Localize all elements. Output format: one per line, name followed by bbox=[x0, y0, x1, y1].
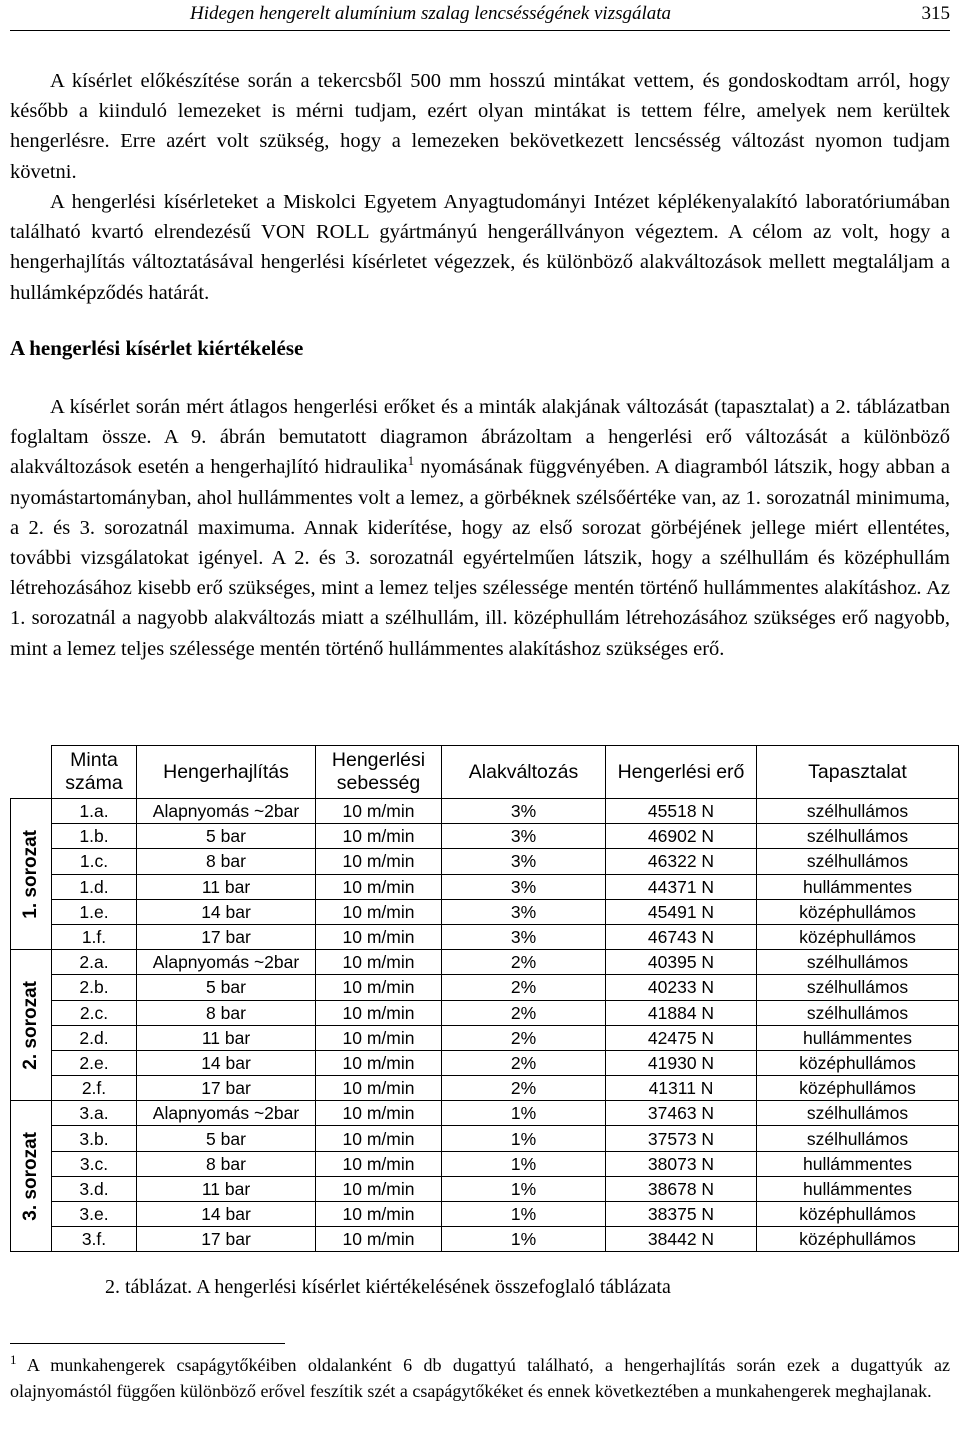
footnote-divider bbox=[10, 1343, 285, 1344]
table-cell: 3.f. bbox=[52, 1227, 137, 1252]
table-header-row bbox=[11, 746, 959, 799]
table-cell: 1% bbox=[442, 1202, 606, 1227]
table-cell: 42475 N bbox=[606, 1025, 757, 1050]
results-table bbox=[10, 745, 959, 1252]
table-cell: 3% bbox=[442, 824, 606, 849]
table-cell: 2.b. bbox=[52, 975, 137, 1000]
table-cell: 5 bar bbox=[137, 824, 316, 849]
series-label-text: 2. sorozat bbox=[20, 980, 41, 1070]
table-cell: 1% bbox=[442, 1176, 606, 1201]
table-cell: 10 m/min bbox=[316, 1126, 442, 1151]
table-cell: középhullámos bbox=[757, 1202, 959, 1227]
table-cell: 41311 N bbox=[606, 1076, 757, 1101]
table-cell: 3.d. bbox=[52, 1176, 137, 1201]
table-row bbox=[11, 1151, 959, 1176]
table-cell: 14 bar bbox=[137, 1050, 316, 1075]
table-cell: 10 m/min bbox=[316, 799, 442, 824]
paragraph-3-part-b: nyomásának függvényében. A diagramból látszik, hogy abban a nyomástartományban, ahol hullámmentes volt a lemez, a görbéknek szélsőértéke van, az 1. sorozatnál minimuma, a 2. és 3. sorozatnál maximuma. Annak kiderítése, hogy az első sorozat görbéjének jellege miért ellentétes, további vizsgálatokat igényel. A 2. és 3. sorozatnál egyértelműen látszik, hogy a szélhullám és középhullám létrehozásához kisebb erő szükséges, mint a lemez teljes szélessége mentén történő hullámmentes alakításhoz. Az 1. sorozatnál a nagyobb alakváltozás miatt a szélhullám, ill. középhullám létrehozásához szükséges erő nagyobb, mint a lemez teljes szélessége mentén történő hullámmentes alakításhoz szükséges erő. bbox=[10, 456, 950, 660]
table-cell: Alapnyomás ~2bar bbox=[137, 1101, 316, 1126]
table-cell: szélhullámos bbox=[757, 824, 959, 849]
table-row bbox=[11, 975, 959, 1000]
table-cell: hullámmentes bbox=[757, 874, 959, 899]
table-cell: 10 m/min bbox=[316, 1176, 442, 1201]
table-cell: Alapnyomás ~2bar bbox=[137, 950, 316, 975]
table-cell: 38375 N bbox=[606, 1202, 757, 1227]
table-row bbox=[11, 874, 959, 899]
table-body bbox=[11, 799, 959, 1252]
table-cell: 2.a. bbox=[52, 950, 137, 975]
table-row bbox=[11, 1176, 959, 1201]
table-cell: 1.f. bbox=[52, 924, 137, 949]
table-cell: 14 bar bbox=[137, 899, 316, 924]
table-row bbox=[11, 799, 959, 824]
table-cell: 1% bbox=[442, 1151, 606, 1176]
table-cell: 10 m/min bbox=[316, 1101, 442, 1126]
table-cell: 40233 N bbox=[606, 975, 757, 1000]
table-cell: 45491 N bbox=[606, 899, 757, 924]
table-cell: szélhullámos bbox=[757, 799, 959, 824]
table-cell: 2.d. bbox=[52, 1025, 137, 1050]
series-group-label bbox=[11, 799, 52, 950]
table-cell: 45518 N bbox=[606, 799, 757, 824]
header-title: Hidegen hengerelt alumínium szalag lencsésségének vizsgálata bbox=[190, 3, 672, 24]
table-cell: szélhullámos bbox=[757, 950, 959, 975]
table-row bbox=[11, 1000, 959, 1025]
table-cell: középhullámos bbox=[757, 1050, 959, 1075]
table-cell: 11 bar bbox=[137, 1176, 316, 1201]
table-cell: 1% bbox=[442, 1227, 606, 1252]
table-cell: hullámmentes bbox=[757, 1151, 959, 1176]
table-cell: 3.a. bbox=[52, 1101, 137, 1126]
table-cell: szélhullámos bbox=[757, 1101, 959, 1126]
table-cell: hullámmentes bbox=[757, 1025, 959, 1050]
table-cell: 8 bar bbox=[137, 849, 316, 874]
table-cell: 11 bar bbox=[137, 1025, 316, 1050]
table-cell: középhullámos bbox=[757, 899, 959, 924]
table-cell: 2% bbox=[442, 1076, 606, 1101]
table-cell: 10 m/min bbox=[316, 1050, 442, 1075]
table-cell: 1.b. bbox=[52, 824, 137, 849]
table-cell: 3.c. bbox=[52, 1151, 137, 1176]
table-cell: 2% bbox=[442, 975, 606, 1000]
table-cell: 10 m/min bbox=[316, 924, 442, 949]
footnote-reference: 1 bbox=[407, 453, 415, 469]
running-header bbox=[10, 0, 950, 31]
table-cell: 2.c. bbox=[52, 1000, 137, 1025]
table-row bbox=[11, 950, 959, 975]
table-cell: szélhullámos bbox=[757, 849, 959, 874]
table-cell: 5 bar bbox=[137, 1126, 316, 1151]
table-cell: 2% bbox=[442, 1050, 606, 1075]
series-label-text: 1. sorozat bbox=[20, 829, 41, 919]
table-cell: szélhullámos bbox=[757, 1000, 959, 1025]
table-cell: 41930 N bbox=[606, 1050, 757, 1075]
table-cell: 8 bar bbox=[137, 1000, 316, 1025]
table-cell: 1.a. bbox=[52, 799, 137, 824]
column-header: Hengerlési sebesség bbox=[316, 746, 442, 799]
footnote-mark: 1 bbox=[10, 1352, 17, 1367]
table-cell: 3.e. bbox=[52, 1202, 137, 1227]
table-cell: 3% bbox=[442, 924, 606, 949]
table-row bbox=[11, 849, 959, 874]
table-cell: 17 bar bbox=[137, 924, 316, 949]
series-label-text: 3. sorozat bbox=[20, 1131, 41, 1221]
group-header-cell bbox=[11, 746, 52, 799]
footnote-text: A munkahengerek csapágytőkéiben oldalanként 6 db dugattyú található, a hengerhajlítás során ezek a dugattyúk az olajnyomástól függően különböző erővel feszítik szét a csapágytőkéket és ennek következtében a munkahengerek meghajlanak. bbox=[10, 1355, 950, 1401]
table-row bbox=[11, 1126, 959, 1151]
table-row bbox=[11, 824, 959, 849]
table-cell: 2% bbox=[442, 950, 606, 975]
table-cell: szélhullámos bbox=[757, 975, 959, 1000]
table-cell: 8 bar bbox=[137, 1151, 316, 1176]
table-cell: 17 bar bbox=[137, 1227, 316, 1252]
table-cell: középhullámos bbox=[757, 1227, 959, 1252]
table-cell: 5 bar bbox=[137, 975, 316, 1000]
table-cell: Alapnyomás ~2bar bbox=[137, 799, 316, 824]
table-cell: 1.e. bbox=[52, 899, 137, 924]
table-cell: 10 m/min bbox=[316, 1151, 442, 1176]
table-row bbox=[11, 1202, 959, 1227]
table-row bbox=[11, 1076, 959, 1101]
table-cell: 10 m/min bbox=[316, 1076, 442, 1101]
table-cell: 3% bbox=[442, 899, 606, 924]
table-cell: 41884 N bbox=[606, 1000, 757, 1025]
table-cell: 2.e. bbox=[52, 1050, 137, 1075]
table-cell: 46322 N bbox=[606, 849, 757, 874]
footnote bbox=[10, 1352, 950, 1404]
table-cell: 1.c. bbox=[52, 849, 137, 874]
table-cell: 2.f. bbox=[52, 1076, 137, 1101]
table-caption: 2. táblázat. A hengerlési kísérlet kiértékelésének összefoglaló táblázata bbox=[105, 1276, 671, 1298]
table-row bbox=[11, 924, 959, 949]
table-cell: 10 m/min bbox=[316, 874, 442, 899]
table-cell: 38442 N bbox=[606, 1227, 757, 1252]
table-cell: 37463 N bbox=[606, 1101, 757, 1126]
table-cell: 10 m/min bbox=[316, 950, 442, 975]
table-cell: 40395 N bbox=[606, 950, 757, 975]
table-cell: 2% bbox=[442, 1025, 606, 1050]
table-cell: 10 m/min bbox=[316, 899, 442, 924]
table-cell: 37573 N bbox=[606, 1126, 757, 1151]
column-header: Hengerhajlítás bbox=[137, 746, 316, 799]
table-row bbox=[11, 1101, 959, 1126]
table-cell: 44371 N bbox=[606, 874, 757, 899]
table-cell: középhullámos bbox=[757, 924, 959, 949]
series-group-label bbox=[11, 950, 52, 1101]
table-cell: 10 m/min bbox=[316, 1000, 442, 1025]
series-group-label bbox=[11, 1101, 52, 1252]
table-cell: 1% bbox=[442, 1126, 606, 1151]
table-cell: 3% bbox=[442, 849, 606, 874]
table-row bbox=[11, 1025, 959, 1050]
table-cell: szélhullámos bbox=[757, 1126, 959, 1151]
table-row bbox=[11, 899, 959, 924]
table-cell: 10 m/min bbox=[316, 1202, 442, 1227]
column-header: Hengerlési erő bbox=[606, 746, 757, 799]
section-heading: A hengerlési kísérlet kiértékelése bbox=[10, 336, 304, 360]
table-cell: 17 bar bbox=[137, 1076, 316, 1101]
paragraph-2: A hengerlési kísérleteket a Miskolci Egyetem Anyagtudományi Intézet képlékenyalakító laboratóriumában található kvartó elrendezésű VON ROLL gyártmányú hengerállványon végeztem. A célom az volt, hogy a hengerhajlítás változtatásával hengerlési kísérletet végezzek, és különböző alakváltozások mellett megtaláljam a hullámképződés határát. bbox=[10, 191, 950, 304]
column-header: Alakváltozás bbox=[442, 746, 606, 799]
page-number: 315 bbox=[921, 3, 950, 24]
table-row bbox=[11, 1050, 959, 1075]
column-header: Minta száma bbox=[52, 746, 137, 799]
table-cell: 46902 N bbox=[606, 824, 757, 849]
table-cell: 10 m/min bbox=[316, 975, 442, 1000]
table-cell: 3% bbox=[442, 799, 606, 824]
table-cell: 10 m/min bbox=[316, 849, 442, 874]
paragraph-1: A kísérlet előkészítése során a tekercsből 500 mm hosszú mintákat vettem, és gondoskodtam arról, hogy később a kiinduló lemezeket is mérni tudjam, ezért olyan mintákat is tettem félre, amelyek nem kerültek hengerlésre. Erre azért volt szükség, hogy a lemezeken bekövetkezett lencsésség változást nyomon tudjam követni. bbox=[10, 70, 950, 183]
table-cell: 38073 N bbox=[606, 1151, 757, 1176]
table-cell: 10 m/min bbox=[316, 1025, 442, 1050]
column-header: Tapasztalat bbox=[757, 746, 959, 799]
table-row bbox=[11, 1227, 959, 1252]
table-cell: 3% bbox=[442, 874, 606, 899]
table-cell: 46743 N bbox=[606, 924, 757, 949]
table-cell: 38678 N bbox=[606, 1176, 757, 1201]
table-cell: 14 bar bbox=[137, 1202, 316, 1227]
paragraph-3 bbox=[10, 392, 950, 664]
table-cell: 10 m/min bbox=[316, 1227, 442, 1252]
table-cell: 10 m/min bbox=[316, 824, 442, 849]
table-cell: hullámmentes bbox=[757, 1176, 959, 1201]
table-cell: 1.d. bbox=[52, 874, 137, 899]
table-cell: középhullámos bbox=[757, 1076, 959, 1101]
paragraph-3-part-a: A kísérlet során mért átlagos hengerlési erőket és a minták alakjának változását (tapasztalat) a 2. táblázatban foglaltam össze. A 9. ábrán bemutatott diagramon ábrázoltam a hengerlési erő változását a különböző alakváltozások esetén a hengerhajlító hidraulika bbox=[10, 396, 950, 479]
table-cell: 3.b. bbox=[52, 1126, 137, 1151]
table-cell: 1% bbox=[442, 1101, 606, 1126]
table-cell: 2% bbox=[442, 1000, 606, 1025]
table-cell: 11 bar bbox=[137, 874, 316, 899]
